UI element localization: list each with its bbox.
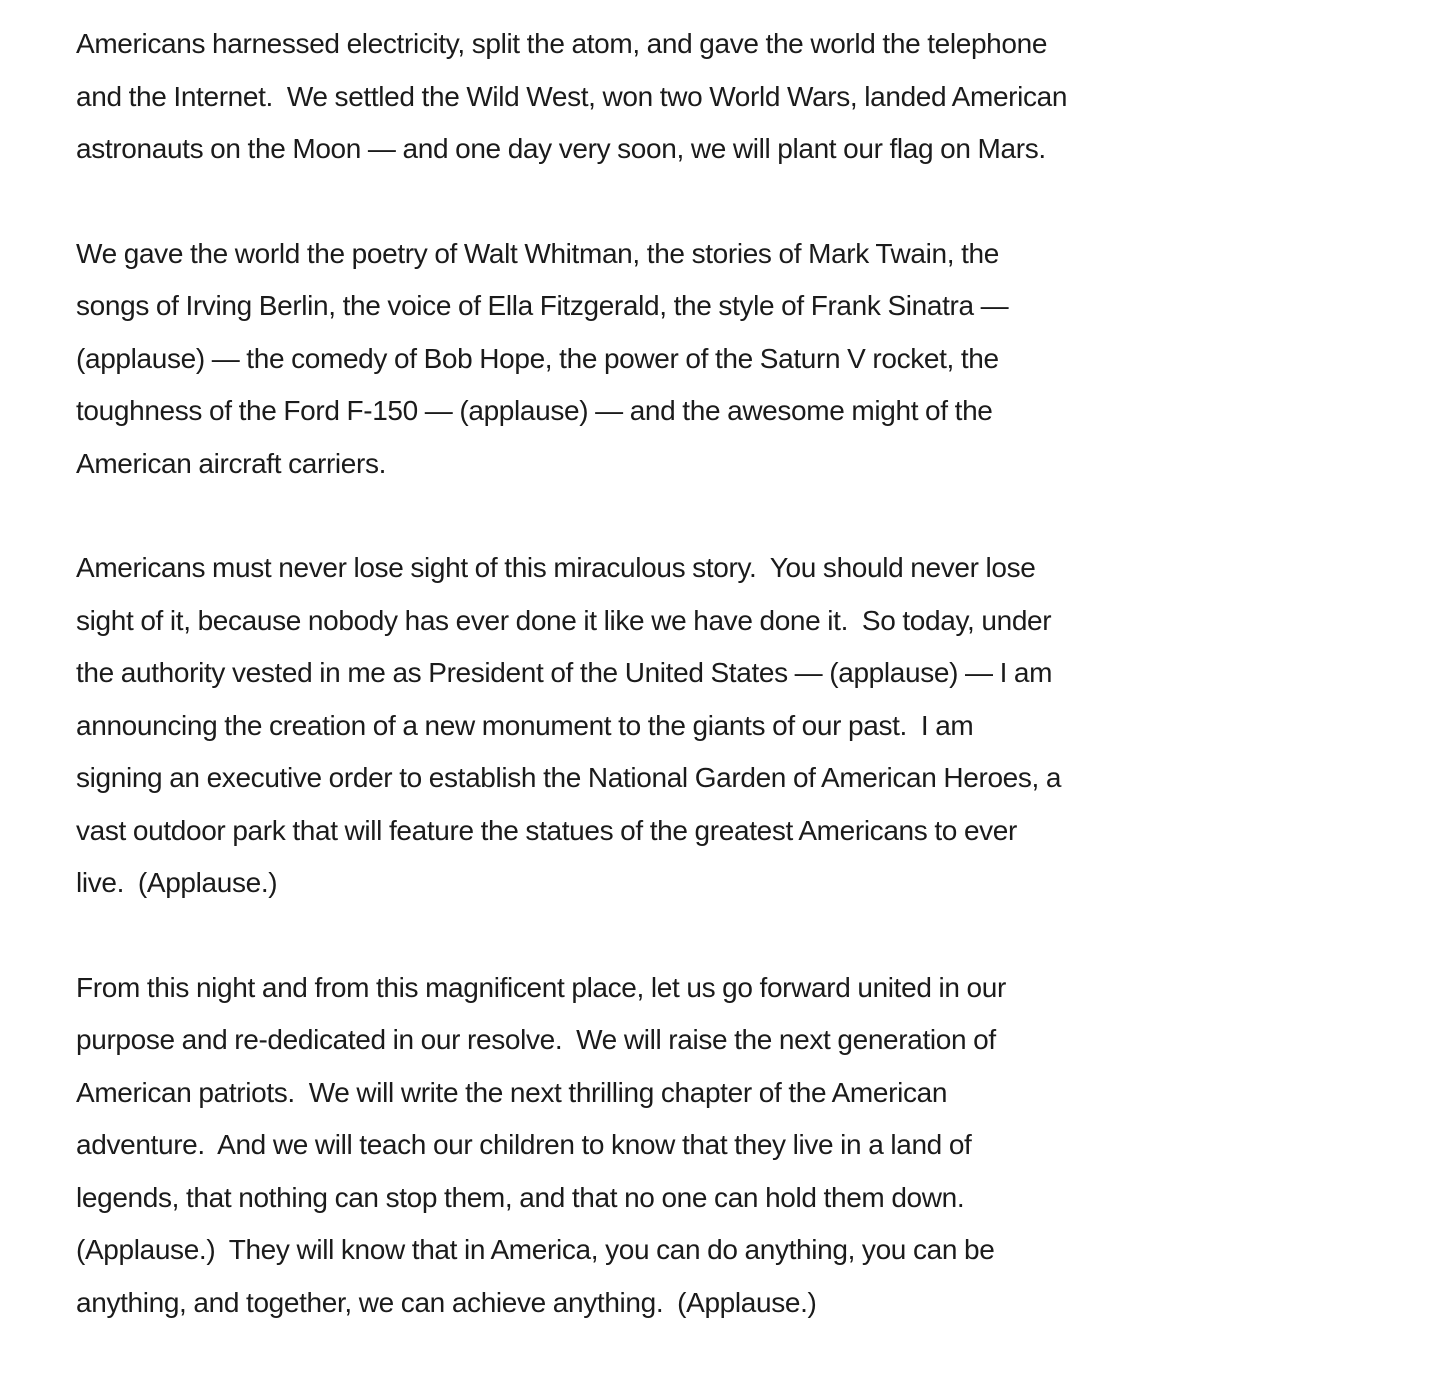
speech-transcript xyxy=(76,18,1176,1381)
text-line: American patriots. We will write the next thrilling chapter of the American xyxy=(76,1076,948,1108)
text-line: songs of Irving Berlin, the voice of Ella Fitzgerald, the style of Frank Sinatra — xyxy=(76,290,1009,321)
text-line: Americans harnessed electricity, split the atom, and gave the world the telephone xyxy=(76,28,1048,59)
text-line: and the Internet. We settled the Wild West, won two World Wars, landed American xyxy=(76,80,1068,112)
text-line: anything, and together, we can achieve anything. (Applause.) xyxy=(76,1286,817,1318)
paragraph-monument xyxy=(76,542,1176,910)
text-line: legends, that nothing can stop them, and that no one can hold them down. xyxy=(76,1181,965,1213)
paragraph-culture xyxy=(76,228,1176,491)
text-line: adventure. And we will teach our children to know that they live in a land of xyxy=(76,1129,972,1160)
text-line: From this night and from this magnificent place, let us go forward united in our xyxy=(76,971,1006,1003)
text-line: We gave the world the poetry of Walt Whitman, the stories of Mark Twain, the xyxy=(76,237,999,269)
text-line: purpose and re-dedicated in our resolve. We will raise the next generation of xyxy=(76,1024,996,1055)
text-line: American aircraft carriers. xyxy=(76,447,387,479)
text-line: astronauts on the Moon — and one day very soon, we will plant our flag on Mars. xyxy=(76,133,1046,164)
text-line: toughness of the Ford F-150 — (applause) — and the awesome might of the xyxy=(76,395,993,426)
text-line: (applause) — the comedy of Bob Hope, the power of the Saturn V rocket, the xyxy=(76,342,999,374)
paragraph-closing xyxy=(76,962,1176,1330)
text-line: live. (Applause.) xyxy=(76,867,278,898)
paragraph-inventions xyxy=(76,18,1176,176)
text-line: (Applause.) They will know that in America, you can do anything, you can be xyxy=(76,1234,995,1265)
text-line: Americans must never lose sight of this miraculous story. You should never lose xyxy=(76,552,1036,583)
text-line: the authority vested in me as President of the United States — (applause) — I am xyxy=(76,657,1053,688)
text-line: announcing the creation of a new monument to the giants of our past. I am xyxy=(76,709,974,741)
text-line: vast outdoor park that will feature the statues of the greatest Americans to ever xyxy=(76,814,1018,846)
text-line: signing an executive order to establish the National Garden of American Heroes, a xyxy=(76,762,1062,793)
text-line: sight of it, because nobody has ever done it like we have done it. So today, under xyxy=(76,604,1052,636)
